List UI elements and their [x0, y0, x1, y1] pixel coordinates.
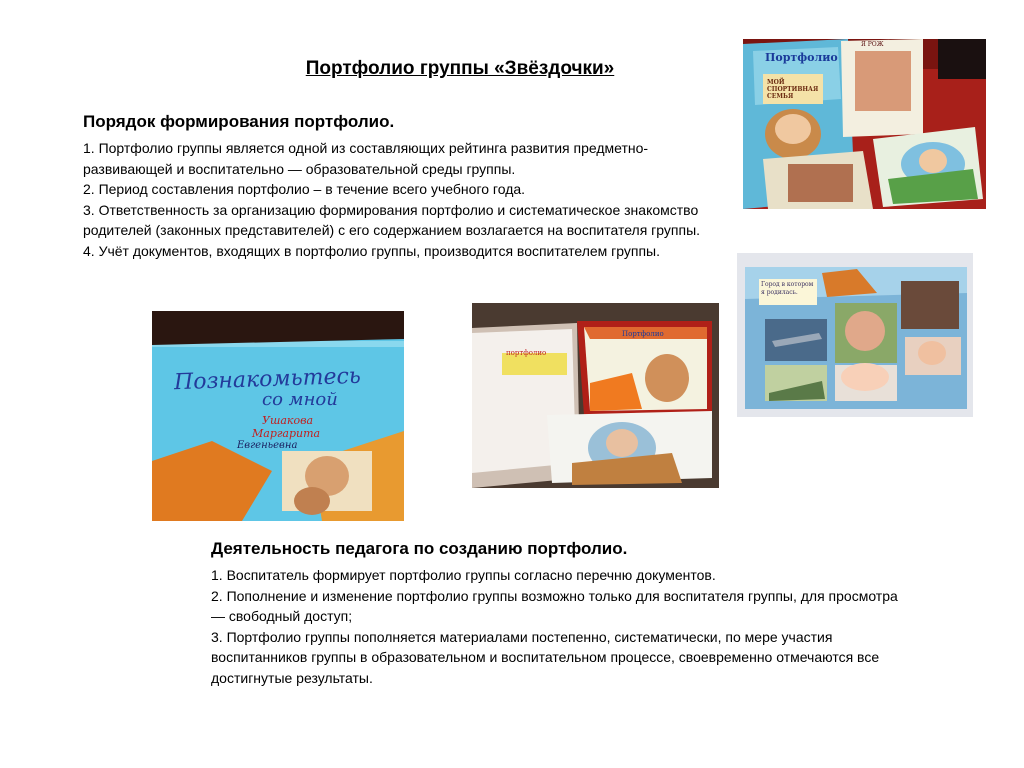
- books-label-family: МОЙ СПОРТИВНАЯ СЕМЬЯ: [767, 79, 819, 100]
- formation-item-3: 3. Ответственность за организацию формирования портфолио и систематическое знакомство родителей (законных представителей) с его содержанием возлагается на воспитателя группы.: [83, 201, 701, 238]
- formation-order-section: [83, 112, 733, 261]
- meet-me-subheading: со мной: [262, 389, 338, 410]
- books-label-born: Я РОЖ: [861, 41, 884, 48]
- hometown-label: Город в котором я родилась.: [761, 281, 814, 296]
- activity-item-1: 1. Воспитатель формирует портфолио группы согласно перечню документов.: [211, 567, 716, 583]
- portfolio-books-photo: [743, 39, 986, 209]
- surname-value: Ушакова: [262, 414, 314, 427]
- teacher-activity-section: [211, 539, 911, 688]
- formation-item-4: 4. Учёт документов, входящих в портфолио группы, производится воспитателем группы.: [83, 242, 661, 259]
- page-title: Портфолио группы «Звёздочки»: [305, 58, 615, 79]
- hometown-collage-photo: [737, 253, 973, 417]
- formation-item-1: 1. Портфолио группы является одной из составляющих рейтинга развития предметно-развивающей и воспитательно — образовательной среды группы.: [83, 140, 649, 177]
- meet-me-page-photo: [152, 311, 404, 521]
- patronymic-value: Евгеньевна: [237, 440, 298, 451]
- binder-right-label: Портфолио: [622, 330, 664, 338]
- formation-item-2: 2. Период составления портфолио – в течение всего учебного года.: [83, 181, 526, 197]
- formation-order-heading: Порядок формирования портфолио.: [83, 112, 395, 131]
- activity-item-3: 3. Портфолио группы пополняется материалами постепенно, систематически, по мере участия воспитанников группы в образовательном и воспитательном процессе, своевременно отмечаются все достигнутые результаты.: [211, 628, 880, 686]
- firstname-value: Маргарита: [252, 427, 321, 440]
- teacher-activity-heading: Деятельность педагога по созданию портфолио.: [211, 539, 628, 558]
- binder-left-label: портфолио: [506, 349, 547, 357]
- activity-item-2: 2. Пополнение и изменение портфолио группы возможно только для воспитателя группы, для просмотра — свободный доступ;: [211, 587, 898, 624]
- meet-me-heading: Познакомьтесь: [173, 363, 362, 396]
- open-binder-photo: [472, 303, 719, 488]
- books-label-portfolio: Портфолио: [765, 51, 838, 64]
